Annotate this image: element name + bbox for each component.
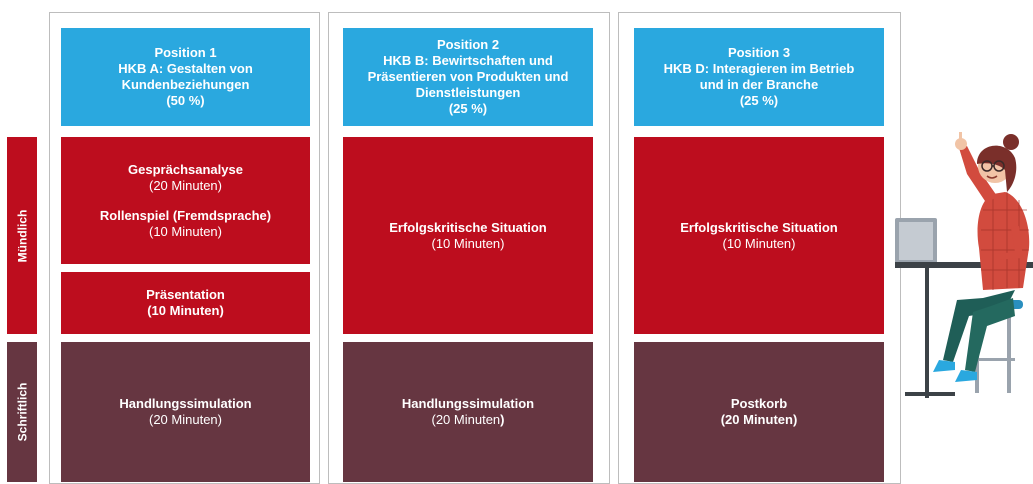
oral-box-position-3 [634, 137, 884, 334]
header-position-3-line3: und in der Branche [699, 77, 819, 92]
oral-item-praesentation: Präsentation [146, 287, 225, 302]
written-item-handlungssimulation-2-time-b: ) [500, 412, 505, 427]
laptop-icon [895, 218, 937, 264]
oral-item-praesentation-time: (10 Minuten) [147, 303, 224, 318]
label-schriftlich [7, 342, 37, 482]
oral-item-erfolgskritische-situation-2-time: (10 Minuten) [431, 235, 505, 251]
oral-box-position-1-bottom [61, 272, 310, 334]
written-item-postkorb-time: (20 Minuten) [720, 412, 798, 427]
written-box-position-3 [634, 342, 884, 482]
header-position-3-line4: (25 %) [739, 93, 779, 108]
oral-box-position-1-top [61, 137, 310, 264]
header-position-3-line1: Position 3 [727, 45, 791, 60]
written-item-handlungssimulation-2-time [432, 412, 505, 428]
written-box-position-1 [61, 342, 310, 482]
oral-item-gespraechsanalyse-time: (20 Minuten) [149, 177, 222, 193]
header-position-2-line3: Präsentieren von Produkten und [367, 69, 569, 84]
written-item-handlungssimulation-1: Handlungssimulation [119, 396, 252, 411]
written-item-handlungssimulation-2-time-a: (20 Minuten [431, 412, 501, 427]
oral-item-rollenspiel: Rollenspiel (Fremdsprache) [99, 207, 272, 223]
label-muendlich [7, 137, 37, 334]
oral-item-erfolgskritische-situation-3: Erfolgskritische Situation [680, 219, 838, 235]
header-position-1 [61, 28, 310, 126]
header-position-3-line2: HKB D: Interagieren im Betrieb [663, 61, 855, 76]
header-position-1-line4: (50 %) [166, 93, 205, 108]
written-item-handlungssimulation-2: Handlungssimulation [401, 396, 535, 411]
header-position-2-line2: HKB B: Bewirtschaften und [383, 53, 553, 68]
label-muendlich-text: Mündlich [15, 209, 30, 262]
oral-box-position-2 [343, 137, 593, 334]
oral-item-erfolgskritische-situation-3-time: (10 Minuten) [722, 235, 796, 251]
header-position-1-line3: Kundenbeziehungen [121, 77, 250, 92]
oral-item-gespraechsanalyse: Gesprächsanalyse [128, 161, 243, 177]
header-position-1-line1: Position 1 [154, 45, 217, 60]
header-position-2-line1: Position 2 [436, 37, 500, 52]
header-position-2-line4: Dienstleistungen [415, 85, 521, 100]
header-position-1-line2: HKB A: Gestalten von [118, 61, 253, 76]
oral-item-rollenspiel-time: (10 Minuten) [149, 223, 222, 239]
header-position-2 [343, 28, 593, 126]
written-item-postkorb: Postkorb [730, 396, 788, 411]
header-position-3 [634, 28, 884, 126]
label-schriftlich-text: Schriftlich [15, 382, 29, 442]
woman-at-laptop-illustration [895, 130, 1033, 400]
header-position-2-line5: (25 %) [448, 101, 488, 116]
written-item-handlungssimulation-1-time: (20 Minuten) [149, 412, 222, 427]
oral-item-erfolgskritische-situation-2: Erfolgskritische Situation [389, 219, 547, 235]
written-box-position-2 [343, 342, 593, 482]
